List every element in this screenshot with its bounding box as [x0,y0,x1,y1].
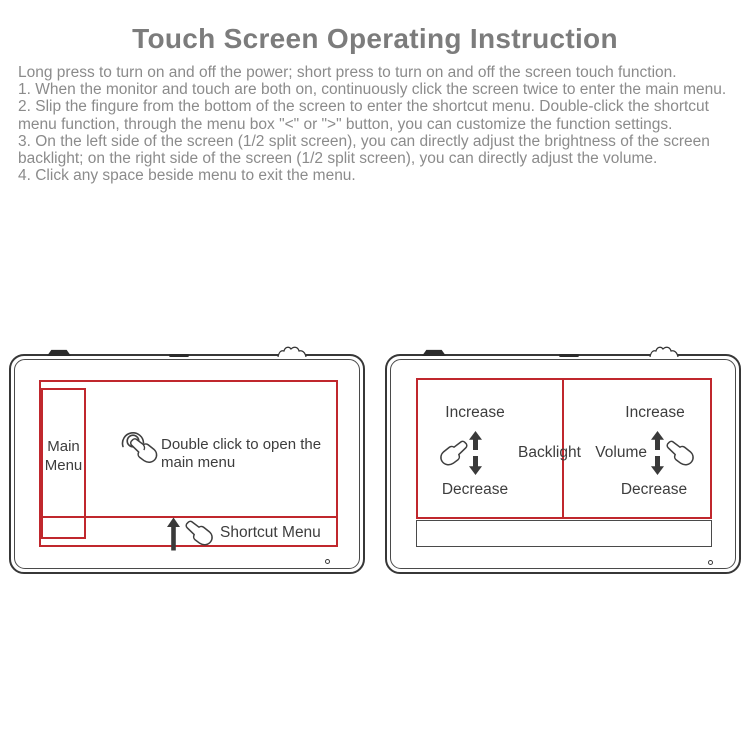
page-title: Touch Screen Operating Instruction [132,23,618,54]
instruction-step-1: 1. When the monitor and touch are both on, continuously click the screen twice to enter the main menu. [18,81,727,99]
volume-increase-label: Increase [625,404,685,421]
power-led-dot [708,560,713,565]
backlight-decrease-label: Decrease [441,481,509,498]
instruction-step-3: 3. On the left side of the screen (1/2 split screen), you can directly adjust the brightness of the screen backlight; on the right side of the screen (1/2 split screen), you can directly adjust the volume. [18,132,710,168]
scroll-wheel-icon [649,345,679,357]
double-click-touch-icon [118,429,160,467]
power-led-dot [325,559,330,564]
top-notch [559,354,579,357]
up-down-arrow-icon [650,431,665,475]
instruction-text-block [18,64,744,184]
swipe-hand-icon [183,520,215,546]
instruction-intro: Long press to turn on and off the power; short press to turn on and off the screen touch function. [18,64,677,81]
up-down-arrow-icon [468,431,483,475]
volume-label: Volume [595,444,647,461]
shortcut-menu-label: Shortcut Menu [220,524,321,541]
shortcut-strip-empty [416,520,712,547]
double-click-caption: Double click to open the main menu [161,436,322,471]
instruction-step-2: 2. Slip the fingure from the bottom of the screen to enter the shortcut menu. Double-click the shortcut menu function, through the menu box "<" or ">" button, you can customize the function settings. [18,98,709,133]
left-monitor-diagram [9,354,365,574]
up-arrow-icon [167,517,180,551]
power-button [422,349,446,356]
main-menu-zone [41,388,86,539]
main-menu-label: Main Menu [44,437,83,474]
top-notch [169,354,189,357]
power-button [47,349,71,356]
scroll-wheel-icon [277,345,307,357]
right-monitor-diagram [385,354,741,574]
volume-decrease-label: Decrease [620,481,688,498]
backlight-increase-label: Increase [445,404,505,421]
swipe-hand-icon [439,440,469,466]
split-screen-area [416,378,712,519]
backlight-label: Backlight [518,444,581,461]
swipe-hand-icon [665,440,695,466]
instruction-step-4: 4. Click any space beside menu to exit the menu. [18,167,356,185]
